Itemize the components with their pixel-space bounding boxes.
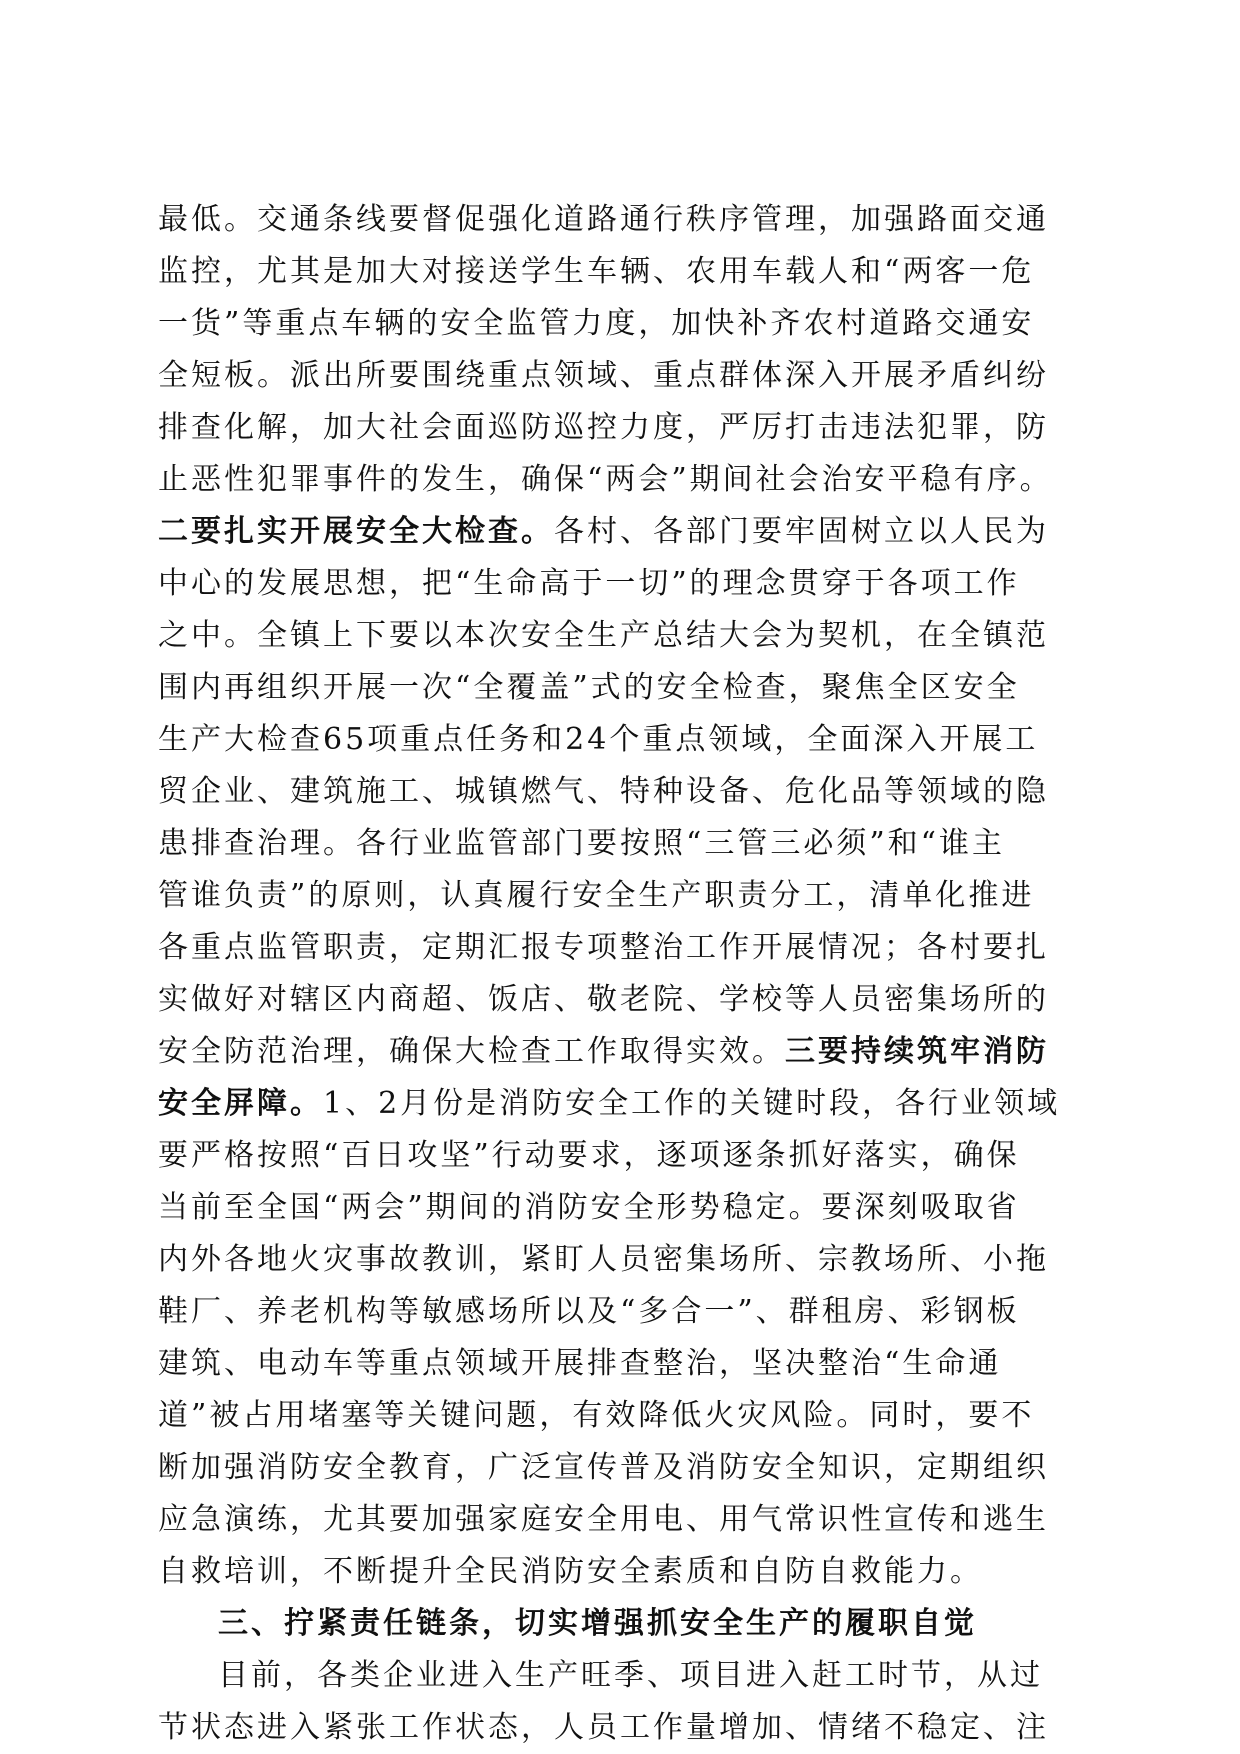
text-line: 鞋厂、养老机构等敏感场所以及“多合一”、群租房、彩钢板 — [158, 1294, 1020, 1329]
text-line: 患排查治理。各行业监管部门要按照“三管三必须”和“谁主 — [158, 826, 1006, 861]
text-line: 当前至全国“两会”期间的消防安全形势稳定。要深刻吸取省 — [158, 1190, 1020, 1225]
text-line: 之中。全镇上下要以本次安全生产总结大会为契机，在全镇范 — [158, 618, 1049, 653]
text-line: 应急演练，尤其要加强家庭安全用电、用气常识性宣传和逃生 — [158, 1502, 1049, 1537]
text-line: 内外各地火灾事故教训，紧盯人员密集场所、宗教场所、小拖 — [158, 1242, 1049, 1277]
bold-lead-2: 二要扎实开展安全大检查。 — [158, 514, 554, 549]
text-line: 自救培训，不断提升全民消防安全素质和自防自救能力。 — [158, 1554, 983, 1589]
text-line: 节状态进入紧张工作状态，人员工作量增加、情绪不稳定、注 — [158, 1710, 1049, 1745]
text-line: 各重点监管职责，定期汇报专项整治工作开展情况；各村要扎 — [158, 930, 1049, 965]
text-line-lead: 安全防范治理，确保大检查工作取得实效。 — [158, 1034, 785, 1069]
text-line: 目前，各类企业进入生产旺季、项目进入赶工时节，从过 — [218, 1658, 1043, 1693]
text-line: 道”被占用堵塞等关键问题，有效降低火灾风险。同时，要不 — [158, 1398, 1035, 1433]
text-line: 止恶性犯罪事件的发生，确保“两会”期间社会治安平稳有序。 — [158, 462, 1053, 497]
text-line: 要严格按照“百日攻坚”行动要求，逐项逐条抓好落实，确保 — [158, 1138, 1020, 1173]
text-line — [158, 1078, 1083, 1130]
text-line: 管谁负责”的原则，认真履行安全生产职责分工，清单化推进 — [158, 878, 1035, 913]
text-line: 中心的发展思想，把“生命高于一切”的理念贯穿于各项工作 — [158, 566, 1020, 601]
text-line: 围内再组织开展一次“全覆盖”式的安全检查，聚焦全区安全 — [158, 670, 1020, 705]
bold-lead-3b: 安全屏障。 — [158, 1086, 323, 1121]
text-line: 监控，尤其是加大对接送学生车辆、农用车载人和“两客一危 — [158, 254, 1035, 289]
text-line — [158, 1026, 1083, 1078]
text-line: 实做好对辖区内商超、饭店、敬老院、学校等人员密集场所的 — [158, 982, 1049, 1017]
text-line: 贸企业、建筑施工、城镇燃气、特种设备、危化品等领域的隐 — [158, 774, 1049, 809]
body-text — [158, 194, 1083, 1754]
bold-lead-3a: 三要持续筑牢消防 — [785, 1034, 1049, 1069]
text-line: 排查化解，加大社会面巡防巡控力度，严厉打击违法犯罪，防 — [158, 410, 1049, 445]
text-line: 全短板。派出所要围绕重点领域、重点群体深入开展矛盾纠纷 — [158, 358, 1049, 393]
text-line: 生产大检查65项重点任务和24个重点领域，全面深入开展工 — [158, 722, 1039, 757]
text-line-rest: 各村、各部门要牢固树立以人民为 — [554, 514, 1049, 549]
text-line: 建筑、电动车等重点领域开展排查整治，坚决整治“生命通 — [158, 1346, 1002, 1381]
text-line: 一货”等重点车辆的安全监管力度，加快补齐农村道路交通安 — [158, 306, 1035, 341]
text-line — [158, 506, 1083, 558]
section-heading: 三、拧紧责任链条，切实增强抓安全生产的履职自觉 — [218, 1606, 977, 1641]
text-line: 断加强消防安全教育，广泛宣传普及消防安全知识，定期组织 — [158, 1450, 1049, 1485]
text-line: 最低。交通条线要督促强化道路通行秩序管理，加强路面交通 — [158, 202, 1049, 237]
text-line-rest: 1、2月份是消防安全工作的关键时段，各行业领域 — [323, 1086, 1061, 1121]
